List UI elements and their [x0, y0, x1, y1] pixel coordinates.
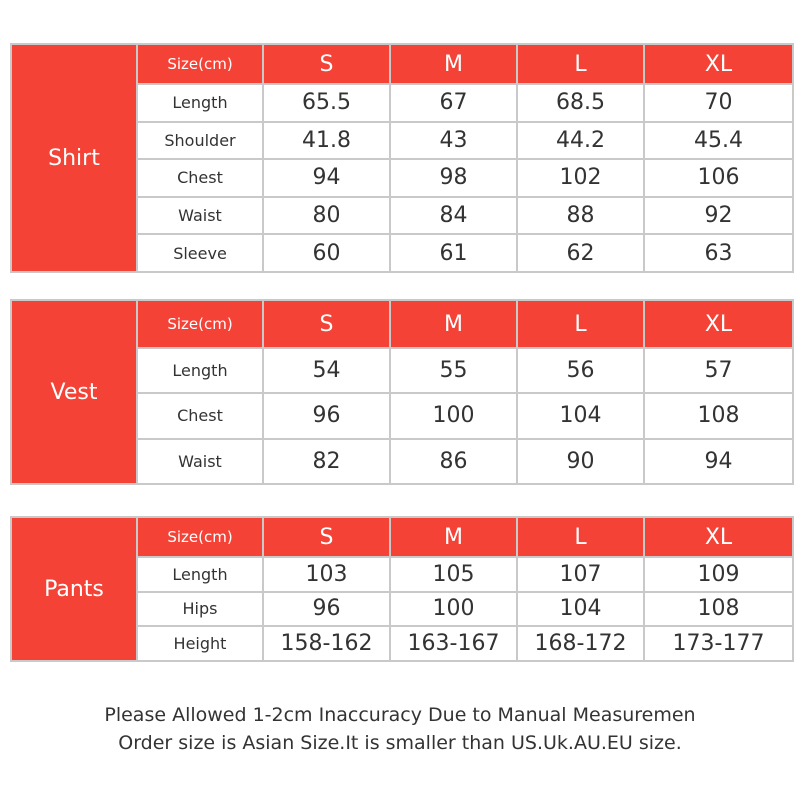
- cell-value: 45.4: [644, 122, 793, 160]
- row-label: Waist: [137, 197, 263, 235]
- size-header: Size(cm): [137, 300, 263, 348]
- pants-size-table: [10, 516, 794, 662]
- cell-value: 84: [390, 197, 517, 235]
- cell-value: 70: [644, 84, 793, 122]
- row-label: Sleeve: [137, 234, 263, 272]
- size-s-header: S: [263, 517, 390, 557]
- cell-value: 61: [390, 234, 517, 272]
- row-label: Hips: [137, 592, 263, 627]
- cell-value: 105: [390, 557, 517, 592]
- cell-value: 43: [390, 122, 517, 160]
- row-label: Length: [137, 84, 263, 122]
- cell-value: 108: [644, 393, 793, 438]
- asian-size-note: Order size is Asian Size.It is smaller than US.Uk.AU.EU size.: [118, 732, 682, 754]
- size-l-header: L: [517, 300, 644, 348]
- size-m-header: M: [390, 517, 517, 557]
- cell-value: 109: [644, 557, 793, 592]
- vest-size-table: [10, 299, 794, 485]
- cell-value: 94: [644, 439, 793, 484]
- row-label: Chest: [137, 159, 263, 197]
- cell-value: 60: [263, 234, 390, 272]
- size-l-header: L: [517, 44, 644, 84]
- cell-value: 56: [517, 348, 644, 393]
- cell-value: 67: [390, 84, 517, 122]
- cell-value: 90: [517, 439, 644, 484]
- size-header: Size(cm): [137, 517, 263, 557]
- shirt-size-table: [10, 43, 794, 273]
- row-label: Length: [137, 348, 263, 393]
- cell-value: 55: [390, 348, 517, 393]
- cell-value: 106: [644, 159, 793, 197]
- cell-value: 68.5: [517, 84, 644, 122]
- cell-value: 107: [517, 557, 644, 592]
- cell-value: 92: [644, 197, 793, 235]
- cell-value: 102: [517, 159, 644, 197]
- cell-value: 173-177: [644, 626, 793, 661]
- size-m-header: M: [390, 300, 517, 348]
- cell-value: 65.5: [263, 84, 390, 122]
- size-xl-header: XL: [644, 300, 793, 348]
- size-s-header: S: [263, 300, 390, 348]
- cell-value: 96: [263, 592, 390, 627]
- cell-value: 163-167: [390, 626, 517, 661]
- row-label: Length: [137, 557, 263, 592]
- cell-value: 168-172: [517, 626, 644, 661]
- row-label: Shoulder: [137, 122, 263, 160]
- row-label: Chest: [137, 393, 263, 438]
- row-label: Height: [137, 626, 263, 661]
- size-m-header: M: [390, 44, 517, 84]
- cell-value: 62: [517, 234, 644, 272]
- cell-value: 104: [517, 592, 644, 627]
- cell-value: 98: [390, 159, 517, 197]
- cell-value: 63: [644, 234, 793, 272]
- cell-value: 96: [263, 393, 390, 438]
- vest-section-label: Vest: [11, 300, 137, 484]
- cell-value: 54: [263, 348, 390, 393]
- shirt-section-label: Shirt: [11, 44, 137, 272]
- cell-value: 57: [644, 348, 793, 393]
- cell-value: 44.2: [517, 122, 644, 160]
- cell-value: 82: [263, 439, 390, 484]
- size-s-header: S: [263, 44, 390, 84]
- size-xl-header: XL: [644, 517, 793, 557]
- cell-value: 41.8: [263, 122, 390, 160]
- cell-value: 100: [390, 393, 517, 438]
- cell-value: 108: [644, 592, 793, 627]
- cell-value: 80: [263, 197, 390, 235]
- accuracy-note: Please Allowed 1-2cm Inaccuracy Due to Manual Measuremen: [104, 704, 696, 726]
- cell-value: 100: [390, 592, 517, 627]
- cell-value: 104: [517, 393, 644, 438]
- cell-value: 103: [263, 557, 390, 592]
- size-l-header: L: [517, 517, 644, 557]
- cell-value: 158-162: [263, 626, 390, 661]
- cell-value: 88: [517, 197, 644, 235]
- cell-value: 86: [390, 439, 517, 484]
- size-header: Size(cm): [137, 44, 263, 84]
- cell-value: 94: [263, 159, 390, 197]
- pants-section-label: Pants: [11, 517, 137, 661]
- row-label: Waist: [137, 439, 263, 484]
- size-xl-header: XL: [644, 44, 793, 84]
